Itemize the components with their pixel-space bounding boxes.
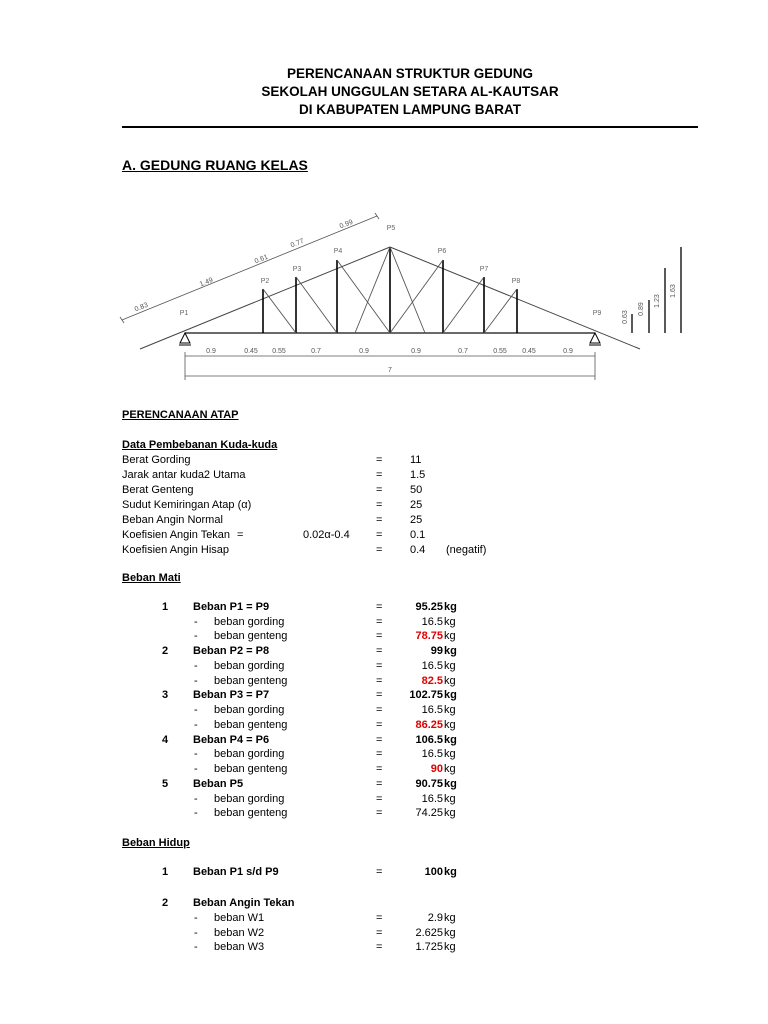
data-row-label: Koefisien Angin Hisap: [122, 544, 230, 556]
sub-label: beban genteng: [214, 718, 288, 731]
load-label: Beban P4 = P6: [193, 733, 270, 746]
load-value: 106.5: [415, 733, 443, 746]
data-row-label: Jarak antar kuda2 Utama: [122, 469, 246, 481]
sub-dash: -: [194, 941, 198, 954]
height-dim-label: 0.63: [622, 310, 629, 324]
sub-value: 2.9: [427, 912, 443, 924]
sub-eq: =: [376, 718, 383, 731]
node-label: P7: [479, 266, 489, 273]
load-unit: kg: [444, 777, 457, 790]
data-row-eq: =: [376, 454, 383, 466]
sub-value: 74.25: [415, 807, 443, 820]
sub-value: 1.725: [415, 941, 443, 954]
load-eq: =: [376, 689, 383, 702]
sub-value: 16.5: [421, 659, 443, 672]
sub-dash: -: [194, 792, 198, 805]
sub-value: 16.5: [421, 748, 443, 761]
sub-dash: -: [194, 674, 198, 687]
sub-label: beban gording: [214, 704, 285, 717]
data-row-value: 50: [410, 484, 423, 496]
load-eq: =: [376, 601, 383, 613]
sub-unit: kg: [444, 630, 456, 643]
data-row-label: Beban Angin Normal: [122, 514, 223, 526]
bottom-dim-label: 0.55: [272, 348, 286, 355]
load-eq: =: [376, 866, 383, 878]
node-label: P1: [179, 310, 189, 317]
data-row-eq: =: [376, 499, 383, 511]
bottom-dim-label: 0.9: [411, 348, 421, 355]
data-row-value: 25: [410, 499, 423, 511]
load-number: 5: [162, 777, 169, 790]
sub-unit: kg: [444, 704, 456, 717]
sub-unit: kg: [444, 941, 456, 954]
span-dimensions: [185, 352, 595, 380]
beban-mati-title: Beban Mati: [122, 572, 181, 584]
section-title: A. GEDUNG RUANG KELAS: [122, 157, 308, 173]
load-eq: =: [376, 777, 383, 790]
sub-value: 16.5: [421, 704, 443, 717]
load-label: Beban P2 = P8: [193, 645, 270, 658]
data-row-value: 0.1: [410, 529, 426, 541]
sub-eq: =: [376, 748, 383, 761]
sub-value: 16.5: [421, 792, 443, 805]
sub-dash: -: [194, 659, 198, 672]
data-row-label: Sudut Kemiringan Atap (α): [122, 499, 252, 511]
sub-label: beban genteng: [214, 763, 288, 775]
data-row-note: (negatif): [446, 544, 487, 556]
node-label: P5: [386, 225, 396, 232]
sub-eq: =: [376, 659, 383, 672]
load-number: 1: [162, 866, 169, 878]
load-label: Beban P1 s/d P9: [193, 866, 279, 878]
data-row-eq: =: [376, 544, 383, 556]
sub-label: beban gording: [214, 748, 285, 761]
sub-eq: =: [376, 615, 383, 628]
slope-dim-label: 0.61: [253, 253, 270, 266]
node-label: P4: [333, 248, 343, 255]
sub-dash: -: [194, 615, 198, 628]
load-label: Beban P3 = P7: [193, 689, 270, 702]
load-eq: =: [376, 733, 383, 746]
bottom-dim-label: 0.9: [563, 348, 573, 355]
sub-label: beban genteng: [214, 674, 288, 687]
sub-value: 16.5: [421, 615, 443, 628]
sub-label: beban gording: [214, 659, 285, 672]
node-label: P8: [511, 278, 521, 285]
sub-value: 78.75: [415, 630, 443, 643]
sub-dash: -: [194, 704, 198, 717]
sub-value: 2.625: [415, 926, 443, 939]
load-number: 3: [162, 689, 169, 702]
sub-unit: kg: [444, 748, 456, 761]
bottom-dim-label: 0.9: [206, 348, 216, 355]
sub-label: beban W2: [214, 926, 265, 939]
sub-eq: =: [376, 941, 383, 954]
total-span-label: 7: [388, 367, 392, 374]
slope-dim-label: 0.83: [133, 301, 150, 314]
sub-dash: -: [194, 718, 198, 731]
slope-dim-label: 1.49: [198, 276, 215, 289]
height-dim-label: 1.63: [670, 284, 677, 298]
bottom-dim-label: 0.55: [493, 348, 507, 355]
data-row-eq: =: [376, 469, 383, 481]
sub-unit: kg: [444, 718, 456, 731]
sub-dash: -: [194, 912, 198, 924]
data-row-mid-eq: =: [237, 529, 244, 541]
data-row-label: Berat Genteng: [122, 484, 194, 496]
sub-eq: =: [376, 630, 383, 643]
load-unit: kg: [444, 601, 457, 613]
load-number: 1: [162, 601, 169, 613]
sub-dash: -: [194, 630, 198, 643]
slope-dim-label: 0.77: [289, 237, 306, 250]
sub-unit: kg: [444, 926, 456, 939]
sub-unit: kg: [444, 615, 456, 628]
load-eq: =: [376, 645, 383, 658]
data-row-label: Koefisien Angin Tekan: [122, 529, 231, 541]
data-row-value: 1.5: [410, 469, 426, 481]
node-label: P6: [437, 248, 447, 255]
data-row-formula: 0.02α-0.4: [303, 529, 350, 541]
load-number: 2: [162, 645, 169, 658]
sub-label: beban genteng: [214, 630, 288, 643]
node-label: P3: [292, 266, 302, 273]
data-row-value: 0.4: [410, 544, 426, 556]
sub-eq: =: [376, 807, 383, 820]
bottom-dim-label: 0.45: [522, 348, 536, 355]
sub-dash: -: [194, 763, 198, 775]
sub-label: beban gording: [214, 615, 285, 628]
sub-eq: =: [376, 912, 383, 924]
sub-eq: =: [376, 926, 383, 939]
supports: [179, 333, 601, 345]
bottom-dim-label: 0.45: [244, 348, 258, 355]
bottom-dim-label: 0.7: [311, 348, 321, 355]
sub-dash: -: [194, 926, 198, 939]
load-value: 99: [430, 645, 443, 658]
load-value: 100: [424, 866, 443, 878]
sub-unit: kg: [444, 792, 456, 805]
data-row-eq: =: [376, 484, 383, 496]
sub-label: beban gording: [214, 792, 285, 805]
height-dim-label: 1.23: [654, 294, 661, 308]
load-label: Beban P1 = P9: [193, 601, 270, 613]
load-unit: kg: [444, 689, 457, 702]
sub-label: beban W1: [214, 912, 265, 924]
load-unit: kg: [444, 645, 457, 658]
beban-hidup-title: Beban Hidup: [122, 837, 190, 849]
atap-title: PERENCANAAN ATAP: [122, 409, 239, 421]
sub-unit: kg: [444, 807, 456, 820]
sub-value: 86.25: [415, 718, 443, 731]
node-label: P9: [592, 310, 602, 317]
truss-diagram: [0, 200, 768, 385]
data-row-label: Berat Gording: [122, 454, 191, 466]
data-row-value: 25: [410, 514, 423, 526]
header-rule: [122, 126, 698, 128]
bottom-dim-label: 0.9: [359, 348, 369, 355]
sub-eq: =: [376, 704, 383, 717]
data-pembebanan-title: Data Pembebanan Kuda-kuda: [122, 439, 278, 451]
load-value: 95.25: [415, 601, 443, 613]
node-label: P2: [260, 278, 270, 285]
sub-eq: =: [376, 674, 383, 687]
doc-title-line-3: DI KABUPATEN LAMPUNG BARAT: [299, 102, 521, 117]
load-label: Beban P5: [193, 777, 244, 790]
sub-eq: =: [376, 763, 383, 775]
sub-unit: kg: [444, 763, 456, 775]
load-unit: kg: [444, 866, 457, 878]
doc-title-line-1: PERENCANAAN STRUKTUR GEDUNG: [286, 66, 533, 81]
doc-title-line-2: SEKOLAH UNGGULAN SETARA AL-KAUTSAR: [261, 84, 559, 99]
load-number: 2: [162, 897, 169, 909]
sub-unit: kg: [444, 659, 456, 672]
sub-eq: =: [376, 792, 383, 805]
sub-label: beban W3: [214, 941, 265, 954]
load-unit: kg: [444, 733, 457, 746]
height-dim-label: 0.89: [638, 302, 645, 316]
sub-unit: kg: [444, 674, 456, 687]
data-row-eq: =: [376, 529, 383, 541]
slope-dim-label: 0.99: [338, 218, 355, 231]
bottom-dim-label: 0.7: [458, 348, 468, 355]
data-row-eq: =: [376, 514, 383, 526]
load-label: Beban Angin Tekan: [193, 897, 295, 909]
sub-label: beban genteng: [214, 807, 288, 820]
load-number: 4: [162, 733, 169, 746]
sub-unit: kg: [444, 912, 456, 924]
sub-value: 82.5: [421, 674, 443, 687]
data-row-value: 11: [410, 454, 422, 466]
sub-value: 90: [430, 763, 443, 775]
sub-dash: -: [194, 807, 198, 820]
sub-dash: -: [194, 748, 198, 761]
load-value: 102.75: [409, 689, 443, 702]
load-value: 90.75: [415, 777, 443, 790]
